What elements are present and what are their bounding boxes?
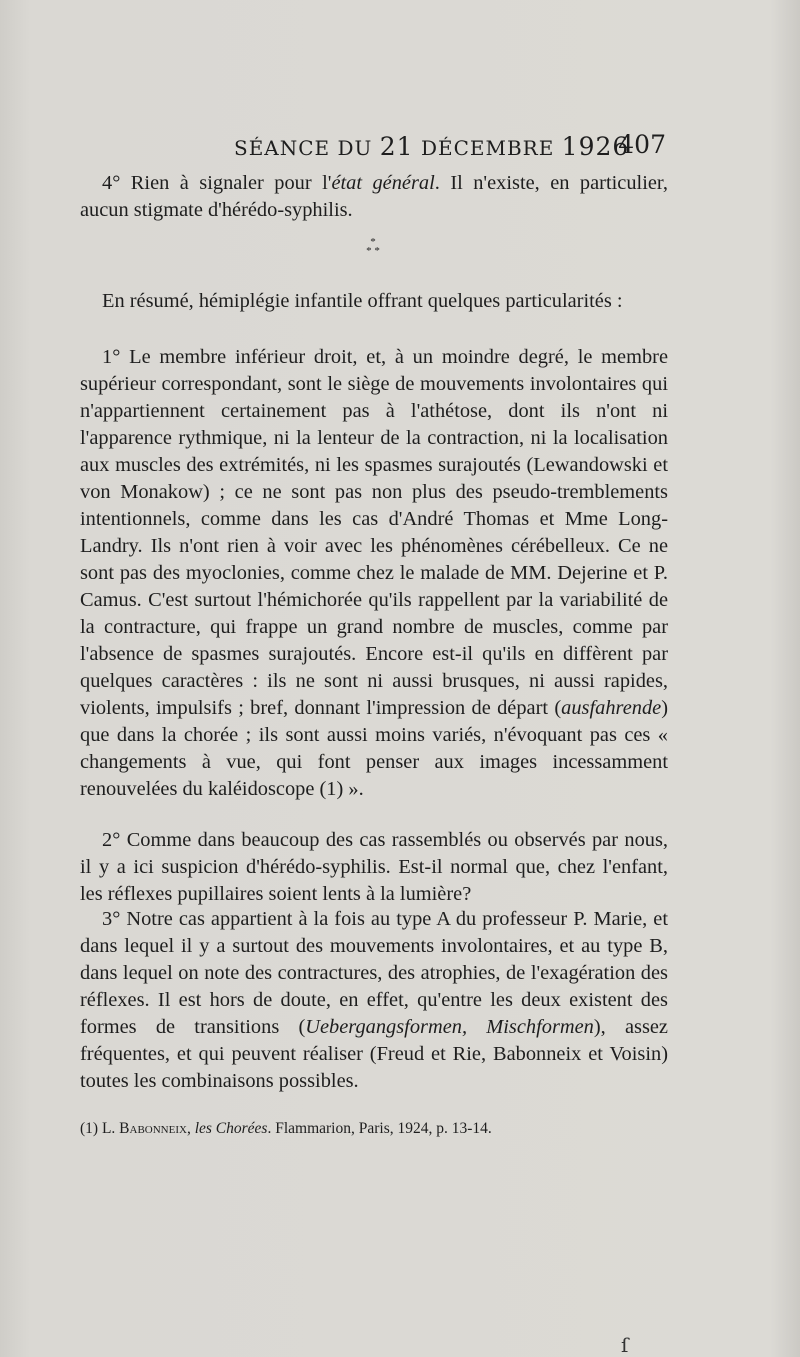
paragraph-point-3 — [80, 906, 668, 1095]
paragraph-general-state — [80, 170, 668, 224]
title-seance: SÉANCE DU — [234, 136, 373, 160]
p5-text-a: 3° Notre cas appartient à la fois au type A du professeur P. Marie, et dans lequel il y a surtout des mouvements involontaires, et au type B, dans lequel on note des contractures, des atrophies, de l'exagération des réflexes. Il est hors de doute, en effet, qu'entre les deux existent des formes de transitions ( — [80, 908, 668, 1038]
paragraph-point-1: 1° Le membre inférieur droit, et, à un moindre degré, le membre supérieur correspondant, sont le siège de mouvements involontaires qui n'appartiennent certainement pas à l'athétose, dont ils n'ont ni l'apparence rythmique, ni la lenteur de la contraction, ni la localisation aux muscles des extrémités, ni les spasmes surajoutés (Lewandowski et von Monakow) ; ce ne sont pas non plus des pseudo-tremblements intentionnels, comme dans les cas d'André Thomas et Mme Long-Landry. Ils n'ont rien à voir avec les phénomènes cérébelleux. Ce ne sont pas des myoclonies, comme chez le malade de MM. Dejerine et P. Camus. C'est surtout l'hémichorée qu'ils rappellent par la variabilité de la contracture, qui frappe un grand nombre de muscles, comme par l'absence de spasmes surajoutés. Encore est-il qu'ils en diffèrent par quelques caractères : ils ne sont ni aussi brusques, ni aussi rapides, violents, impulsifs ; bref, donnant l'impression de départ (ausfahrende) que dans la chorée ; ils sont aussi moins variés, n'évoquant pas ces « changements à vue, qui font penser aux images incessamment renouvelées du kaléidoscope (1) ». — [80, 346, 669, 800]
p1-italic: état général — [331, 172, 435, 194]
footnote-number: (1) L. — [80, 1120, 116, 1137]
running-header — [80, 128, 668, 164]
footnote — [80, 1118, 668, 1140]
title-day: 21 — [379, 132, 414, 161]
footnote-rest: . Flammarion, Paris, 1924, p. 13-14. — [267, 1120, 492, 1137]
asterism-divider: * * * — [366, 236, 380, 257]
page-number: 407 — [618, 130, 666, 159]
p3-text: 1° Le membre inférieur droit, et, à un moindre degré, le membre supérieur correspondant, sont le siège de mouvements involontaires qui n'appartiennent certainement pas à l'athétose, dont ils n'ont ni l'apparence rythmique, ni la lenteur de la contraction, ni la localisation aux muscles des extrémités, ni les spasmes surajoutés (Lewandowski et von Monakow) ; ce ne sont pas non plus des pseudo-tremblements intentionnels, comme dans les cas d'André Thomas et Mme Long-Landry. Ils n'ont rien à voir avec les phénomènes cérébelleux. Ce ne sont pas des myoclonies, comme chez le malade de MM. Dejerine et P. Camus. C'est surtout l'hémichorée qu'ils rappellent par la variabilité de la contracture, qui frappe un grand nombre de muscles, comme par l'absence de spasmes surajoutés. Encore est-il qu'ils en diffèrent par quelques caractères : ils ne sont ni aussi brusques, ni aussi rapides, violents, impulsifs ; bref, donnant l'impression de départ — [80, 346, 668, 719]
title-year: 1926 — [561, 132, 630, 161]
running-title — [234, 132, 629, 161]
paragraph-point-2: 2° Comme dans beaucoup des cas rassemblés ou observés par nous, il y a ici suspicion d'hérédo-syphilis. Est-il normal que, chez l'enfant, les réflexes pupillaires soient lents à la lumière? — [80, 829, 668, 905]
p1-text-a: 4° Rien à signaler pour l' — [102, 172, 332, 194]
p1-text-c: . Il n'existe, en particulier, aucun stigmate d'hérédo-syphilis. — [80, 172, 668, 221]
p5-text-b: ), assez fréquentes, et qui peuvent réaliser (Freud et Rie, Babonneix et Voisin) toutes les combinaisons possibles. — [80, 1016, 668, 1092]
title-month: DÉCEMBRE — [420, 136, 555, 160]
p5-italic: Uebergangsformen, Mischformen — [305, 1016, 594, 1038]
stray-mark: ſ — [621, 1333, 629, 1357]
p3-italic: ausfahrende — [561, 697, 662, 719]
p3-text-end: que dans la chorée ; ils sont aussi moins variés, n'évoquant pas ces « changements à vue, qui font penser aux images incessamment renouvelées du kaléidoscope (1) ». — [80, 724, 668, 800]
paragraph-summary: En résumé, hémiplégie infantile offrant quelques particularités : — [102, 290, 623, 312]
footnote-author: Babonneix — [119, 1120, 187, 1137]
footnote-title: les Chorées — [194, 1120, 268, 1137]
footnote-separator: , — [186, 1120, 191, 1137]
